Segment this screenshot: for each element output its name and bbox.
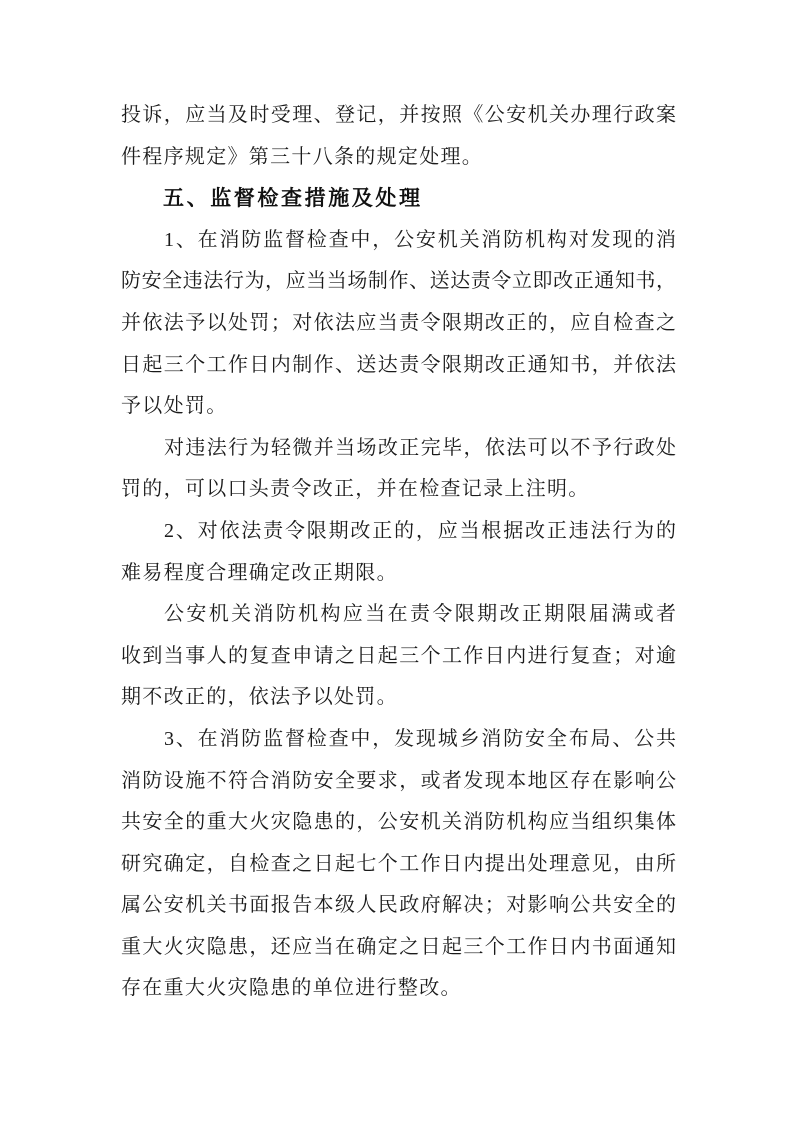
- text-line: 重大火灾隐患，还应当在确定之日起三个工作日内书面通知: [121, 935, 676, 958]
- text-line: 研究确定，自检查之日起七个工作日内提出处理意见，由所: [121, 852, 676, 875]
- text-line: 予以处罚。: [121, 395, 228, 418]
- document-content: [121, 95, 676, 1010]
- text-line: 并依法予以处罚；对依法应当责令限期改正的，应自检查之: [121, 311, 676, 334]
- text-line: 消防设施不符合消防安全要求，或者发现本地区存在影响公: [121, 769, 676, 792]
- text-line: 收到当事人的复查申请之日起三个工作日内进行复查；对逾: [121, 644, 676, 667]
- text-line: 难易程度合理确定改正期限。: [121, 561, 398, 584]
- text-line: 3、在消防监督检查中，发现城乡消防安全布局、公共: [164, 727, 676, 750]
- text-line: 对违法行为轻微并当场改正完毕，依法可以不予行政处: [164, 436, 676, 459]
- text-line: 共安全的重大火灾隐患的，公安机关消防机构应当组织集体: [121, 811, 676, 834]
- text-line: 防安全违法行为，应当当场制作、送达责令立即改正通知书，: [121, 270, 676, 293]
- section-heading: 五、监督检查措施及处理: [163, 187, 423, 211]
- text-line: 日起三个工作日内制作、送达责令限期改正通知书，并依法: [121, 353, 676, 376]
- text-line: 期不改正的，依法予以处罚。: [121, 686, 398, 709]
- text-line: 1、在消防监督检查中，公安机关消防机构对发现的消: [164, 228, 676, 251]
- text-line: 件程序规定》第三十八条的规定处理。: [121, 145, 484, 168]
- text-line: 存在重大火灾隐患的单位进行整改。: [121, 977, 462, 1000]
- text-line: 公安机关消防机构应当在责令限期改正期限届满或者: [164, 603, 676, 626]
- text-line: 2、对依法责令限期改正的，应当根据改正违法行为的: [164, 519, 676, 542]
- text-line: 属公安机关书面报告本级人民政府解决；对影响公共安全的: [121, 894, 676, 917]
- text-line: 投诉，应当及时受理、登记，并按照《公安机关办理行政案: [121, 104, 676, 126]
- text-line: 罚的，可以口头责令改正，并在检查记录上注明。: [121, 478, 590, 501]
